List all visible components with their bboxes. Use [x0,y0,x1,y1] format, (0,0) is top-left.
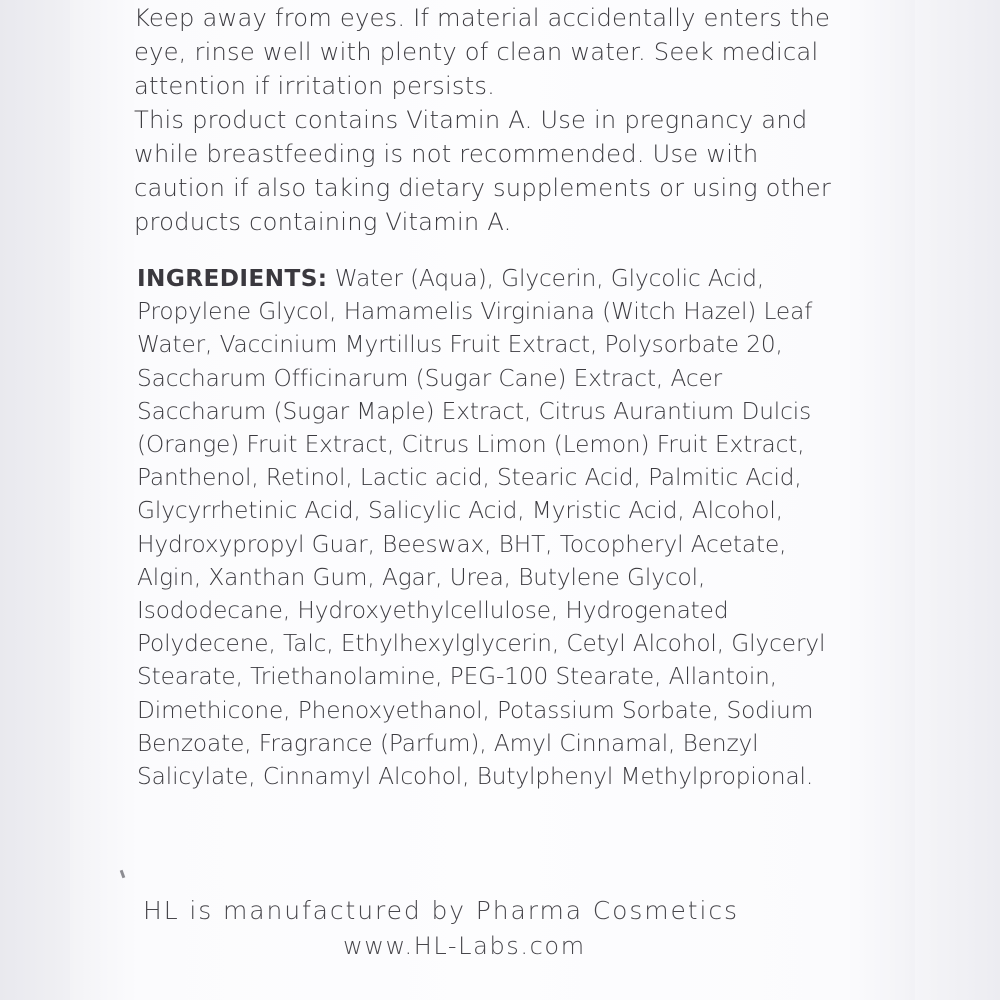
ingredients-block [137,262,837,793]
background-left [0,0,70,1000]
ingredients-heading: INGREDIENTS: [137,265,328,292]
eye-warning-paragraph: Keep away from eyes. If material accidentally enters the eye, rinse well with plenty of clean water. Seek medical attention if irritation persists. [134,4,831,100]
background-right [915,0,1000,1000]
ingredients-list: Water (Aqua), Glycerin, Glycolic Acid, Propylene Glycol, Hamamelis Virginiana (Witch Hazel) Leaf Water, Vaccinium Myrtillus Fruit Extract, Polysorbate 20, Saccharum Officinarum (Sugar Cane) Extract, Acer Saccharum (Sugar Maple) Extract, Citrus Aurantium Dulcis (Orange) Fruit Extract, Citrus Limon (Lemon) Fruit Extract, Panthenol, Retinol, Lactic acid, Stearic Acid, Palmitic Acid, Glycyrrhetinic Acid, Salicylic Acid, Myristic Acid, Alcohol, Hydroxypropyl Guar, Beeswax, BHT, Tocopheryl Acetate, Algin, Xanthan Gum, Agar, Urea, Butylene Glycol, Isododecane, Hydroxyethylcellulose, Hydrogenated Polydecene, Talc, Ethylhexylglycerin, Cetyl Alcohol, Glyceryl Stearate, Triethanolamine, PEG-100 Stearate, Allantoin, Dimethicone, Phenoxyethanol, Potassium Sorbate, Sodium Benzoate, Fragrance (Parfum), Amyl Cinnamal, Benzyl Salicylate, Cinnamyl Alcohol, Butylphenyl Methylpropional. [137,265,826,791]
warning-text [134,1,844,239]
website-url: www.HL-Labs.com [343,932,586,960]
vitamin-a-warning-paragraph: This product contains Vitamin A. Use in pregnancy and while breastfeeding is not recommended. Use with caution if also taking dietary supplements or using other products containing Vitamin A. [134,106,832,236]
manufacturer-line: HL is manufactured by Pharma Cosmetics [143,896,739,925]
